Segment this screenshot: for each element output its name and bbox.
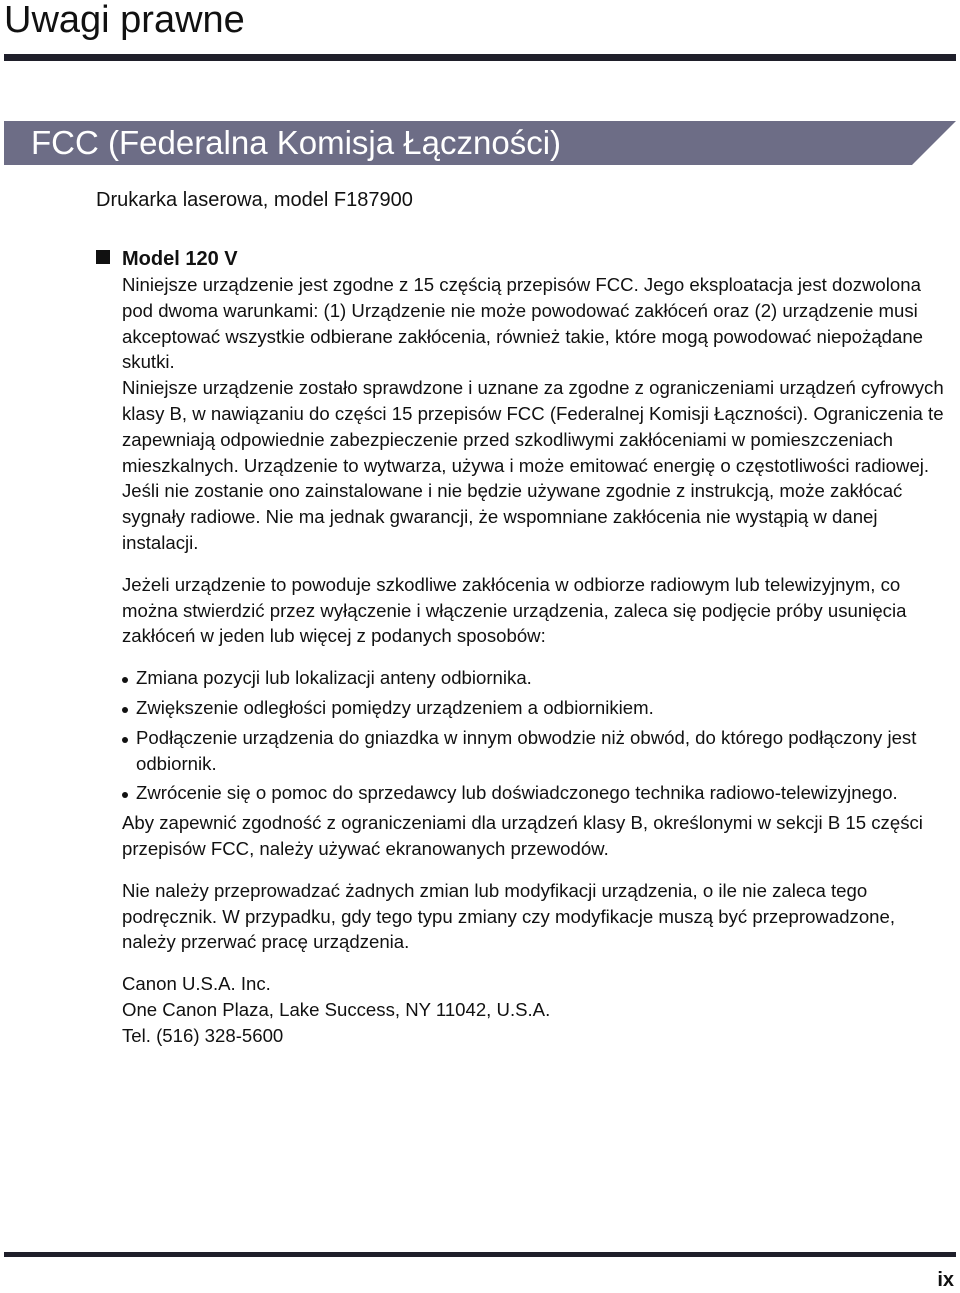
body-content [122, 272, 952, 1049]
paragraph-interference: Jeżeli urządzenie to powoduje szkodliwe zakłócenia w odbiorze radiowym lub telewizyjnym, co można stwierdzić przez wyłączenie i włączenie urządzenia, zaleca się podjęcie próby usunięcia zakłóceń w jeden lub więcej z podanych sposobów: [122, 573, 907, 647]
paragraph-modifications: Nie należy przeprowadzać żadnych zmian lub modyfikacji urządzenia, o ile nie zaleca tego podręcznik. W przypadku, gdy tego typu zmiany czy modyfikacje muszą być przeprowadzone, należy przerwać pracę urządzenia. [122, 879, 896, 953]
bullet-dot-icon [122, 792, 128, 798]
page-number: ix [937, 1269, 954, 1291]
list-item: Podłączenie urządzenia do gniazdka w innym obwodzie niż obwód, do którego podłączony jest odbiornik. [122, 725, 952, 777]
list-item: Zwrócenie się o pomoc do sprzedawcy lub doświadczonego technika radiowo-telewizyjnego. [122, 780, 952, 806]
section-banner [4, 121, 956, 165]
bullet-dot-icon [122, 707, 128, 713]
list-item: Zwiększenie odległości pomiędzy urządzeniem a odbiornikiem. [122, 695, 952, 721]
address-company: Canon U.S.A. Inc. [122, 973, 271, 995]
address-street: One Canon Plaza, Lake Success, NY 11042, U.S.A. [122, 998, 551, 1020]
model-heading [96, 245, 238, 273]
model-subtitle: Drukarka laserowa, model F187900 [96, 189, 413, 211]
section-title: FCC (Federalna Komisja Łączności) [31, 124, 562, 161]
square-bullet-icon [96, 250, 110, 264]
model-heading-label: Model 120 V [122, 248, 238, 270]
page-title: Uwagi prawne [4, 0, 245, 41]
footer-rule [4, 1252, 956, 1257]
list-item: Zmiana pozycji lub lokalizacji anteny odbiornika. [122, 665, 952, 691]
title-rule [4, 54, 956, 61]
bullet-dot-icon [122, 677, 128, 683]
paragraph-fcc-compliance: Niniejsze urządzenie jest zgodne z 15 częścią przepisów FCC. Jego eksploatacja jest dozwolona pod dwoma warunkami: (1) Urządzenie nie może powodować zakłóceń oraz (2) urządzenie musi akceptować wszystkie odbierane zakłócenia, również takie, które mogą powodować niepożądane skutki. [122, 274, 924, 373]
paragraph-class-b: Niniejsze urządzenie zostało sprawdzone i uznane za zgodne z ograniczeniami urządzeń cyfrowych klasy B, w nawiązaniu do części 15 przepisów FCC (Federalnej Komisji Łączności). Ograniczenia te zapewniają odpowiednie zabezpieczenie przed szkodliwymi zakłóceniami w pomieszczeniach mieszkalnych. Urządzenie to wytwarza, używa i może emitować energię o częstotliwości radiowej. Jeśli nie zostanie ono zainstalowane i nie będzie używane zgodnie z instrukcją, może zakłócać sygnały radiowe. Nie ma jednak gwarancji, że wspomniane zakłócenia nie wystąpią w danej instalacji. [122, 377, 944, 553]
address-phone: Tel. (516) 328-5600 [122, 1024, 284, 1046]
remedy-list [122, 665, 952, 806]
paragraph-shielded-cables: Aby zapewnić zgodność z ograniczeniami dla urządzeń klasy B, określonymi w sekcji B 15 części przepisów FCC, należy używać ekranowanych przewodów. [122, 812, 923, 859]
bullet-dot-icon [122, 737, 128, 743]
